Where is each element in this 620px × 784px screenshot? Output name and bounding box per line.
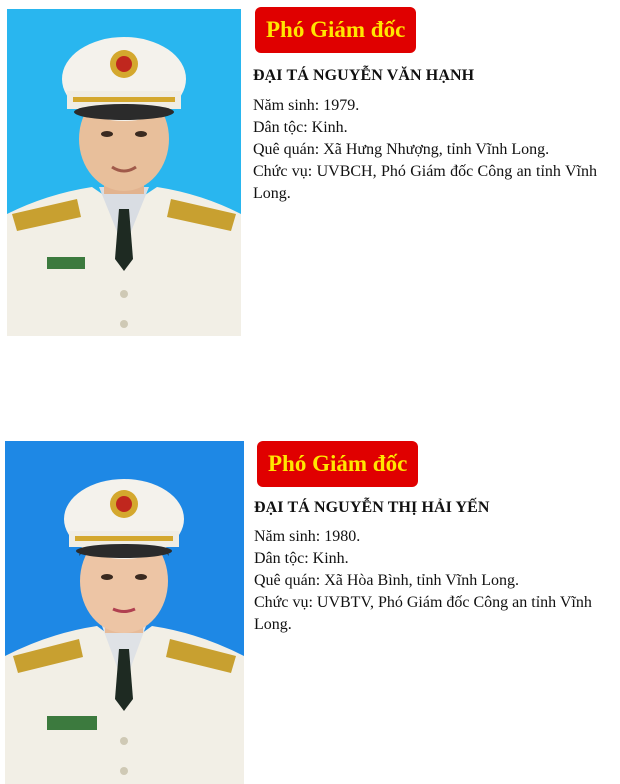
position-badge: Phó Giám đốc	[257, 441, 418, 487]
hometown: Quê quán: Xã Hưng Nhượng, tỉnh Vĩnh Long.	[253, 141, 550, 158]
ethnicity: Dân tộc: Kinh.	[253, 119, 348, 136]
portrait-photo	[7, 9, 241, 336]
officer-name: ĐẠI TÁ NGUYỄN VĂN HẠNH	[253, 67, 475, 84]
birth-year: Năm sinh: 1980.	[254, 528, 361, 545]
officer-info	[253, 95, 597, 205]
officer-info	[254, 526, 610, 636]
role: Chức vụ: UVBCH, Phó Giám đốc Công an tỉnh Vĩnh Long.	[253, 163, 597, 202]
birth-year: Năm sinh: 1979.	[253, 97, 360, 114]
officer-name: ĐẠI TÁ NGUYỄN THỊ HẢI YẾN	[254, 499, 490, 516]
position-badge: Phó Giám đốc	[255, 7, 416, 53]
hometown: Quê quán: Xã Hòa Bình, tỉnh Vĩnh Long.	[254, 572, 520, 589]
portrait-photo	[5, 441, 244, 784]
ethnicity: Dân tộc: Kinh.	[254, 550, 349, 567]
role: Chức vụ: UVBTV, Phó Giám đốc Công an tỉnh Vĩnh Long.	[254, 594, 592, 633]
